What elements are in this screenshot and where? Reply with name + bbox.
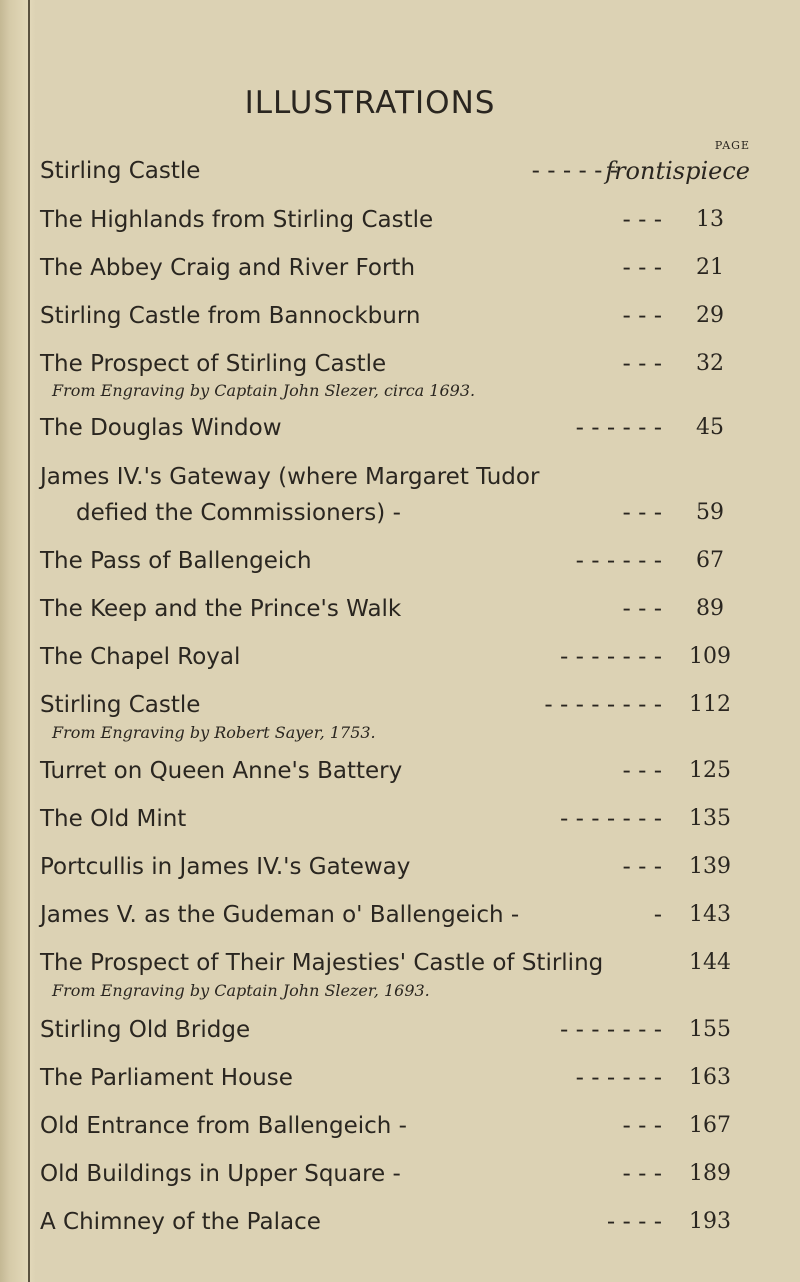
entry-label: Portcullis in James IV.'s Gateway xyxy=(40,854,411,880)
entry-label: Old Entrance from Ballengeich - xyxy=(40,1113,407,1139)
entry-label: A Chimney of the Palace xyxy=(40,1209,321,1235)
entry-label: The Chapel Royal xyxy=(40,644,241,670)
entry-page: 32 xyxy=(696,351,724,376)
entry-leader: - - - xyxy=(622,1161,662,1187)
gutter-line xyxy=(28,0,30,1282)
entry-label: The Prospect of Their Majesties' Castle of Stirling xyxy=(40,950,604,976)
entry-page: 59 xyxy=(696,500,724,525)
book-spine-shadow xyxy=(0,0,36,1282)
entry-leader: - - - xyxy=(622,596,662,622)
entry-label: The Keep and the Prince's Walk xyxy=(40,596,402,622)
entry-page: 139 xyxy=(689,854,731,879)
entry-page: 21 xyxy=(696,255,724,280)
entry-page: 193 xyxy=(689,1209,731,1234)
entry-page: 189 xyxy=(689,1161,731,1186)
entry-leader: - - - xyxy=(622,207,662,233)
entry-label: Stirling Castle xyxy=(40,158,201,184)
entry-page: 143 xyxy=(689,902,731,927)
entry-label: Stirling Castle from Bannockburn xyxy=(40,303,421,329)
entry-label: James V. as the Gudeman o' Ballengeich - xyxy=(40,902,520,928)
entry-leader: - - - xyxy=(622,500,662,526)
entry-leader: - - - - - - xyxy=(575,1065,662,1091)
entry-label: The Abbey Craig and River Forth xyxy=(40,255,416,281)
entry-leader: - - - - - - - xyxy=(560,644,662,670)
entry-page: 112 xyxy=(689,692,731,717)
entry-note: From Engraving by Captain John Slezer, circa 1693. xyxy=(52,381,476,400)
entry-page: 67 xyxy=(696,548,724,573)
entry-page: 13 xyxy=(696,207,724,232)
entry-leader: - - - xyxy=(622,758,662,784)
entry-james-gateway xyxy=(40,463,750,543)
entry-leader: - - - - - - - - xyxy=(544,692,662,718)
entry-label: The Parliament House xyxy=(40,1065,293,1091)
entry-page: 135 xyxy=(689,806,731,831)
entry-leader: - - - xyxy=(622,303,662,329)
entry-label: The Douglas Window xyxy=(40,415,282,441)
entry-page: 45 xyxy=(696,415,724,440)
entry-leader: - - - - xyxy=(606,1209,662,1235)
page-column-header: PAGE xyxy=(714,139,750,152)
entry-note: From Engraving by Robert Sayer, 1753. xyxy=(52,723,376,742)
entry-leader: - - - xyxy=(622,255,662,281)
entry-leader: - - - xyxy=(622,351,662,377)
entry-label: James IV.'s Gateway (where Margaret Tudor xyxy=(40,464,540,490)
entry-page: 109 xyxy=(689,644,731,669)
entry-leader: - - - - - - xyxy=(531,158,618,184)
entry-page: 29 xyxy=(696,303,724,328)
entry-label: Turret on Queen Anne's Battery xyxy=(40,758,403,784)
entry-label: Stirling Castle xyxy=(40,692,201,718)
page-title: ILLUSTRATIONS xyxy=(244,85,496,121)
entry-leader: - - - - - - xyxy=(575,548,662,574)
entry-page: 125 xyxy=(689,758,731,783)
entry-leader: - - - - - - - xyxy=(560,806,662,832)
entry-leader: - - - xyxy=(622,854,662,880)
entry-leader: - - - - - - xyxy=(575,415,662,441)
entry-label: The Old Mint xyxy=(40,806,187,832)
entry-leader: - xyxy=(653,902,662,928)
entry-label: The Pass of Ballengeich xyxy=(40,548,312,574)
entry-page: 155 xyxy=(689,1017,731,1042)
entry-label: The Prospect of Stirling Castle xyxy=(40,351,387,377)
entry-label: Stirling Old Bridge xyxy=(40,1017,251,1043)
entry-page: frontispiece xyxy=(605,157,750,185)
entry-page: 144 xyxy=(689,950,731,975)
entry-page: 167 xyxy=(689,1113,731,1138)
entry-page: 163 xyxy=(689,1065,731,1090)
entry-leader: - - - xyxy=(622,1113,662,1139)
entry-label: The Highlands from Stirling Castle xyxy=(40,207,434,233)
entry-note: From Engraving by Captain John Slezer, 1693. xyxy=(52,981,430,1000)
entry-label-continuation: defied the Commissioners) - xyxy=(76,500,401,526)
entry-label: Old Buildings in Upper Square - xyxy=(40,1161,401,1187)
entry-page: 89 xyxy=(696,596,724,621)
entry-leader: - - - - - - - xyxy=(560,1017,662,1043)
